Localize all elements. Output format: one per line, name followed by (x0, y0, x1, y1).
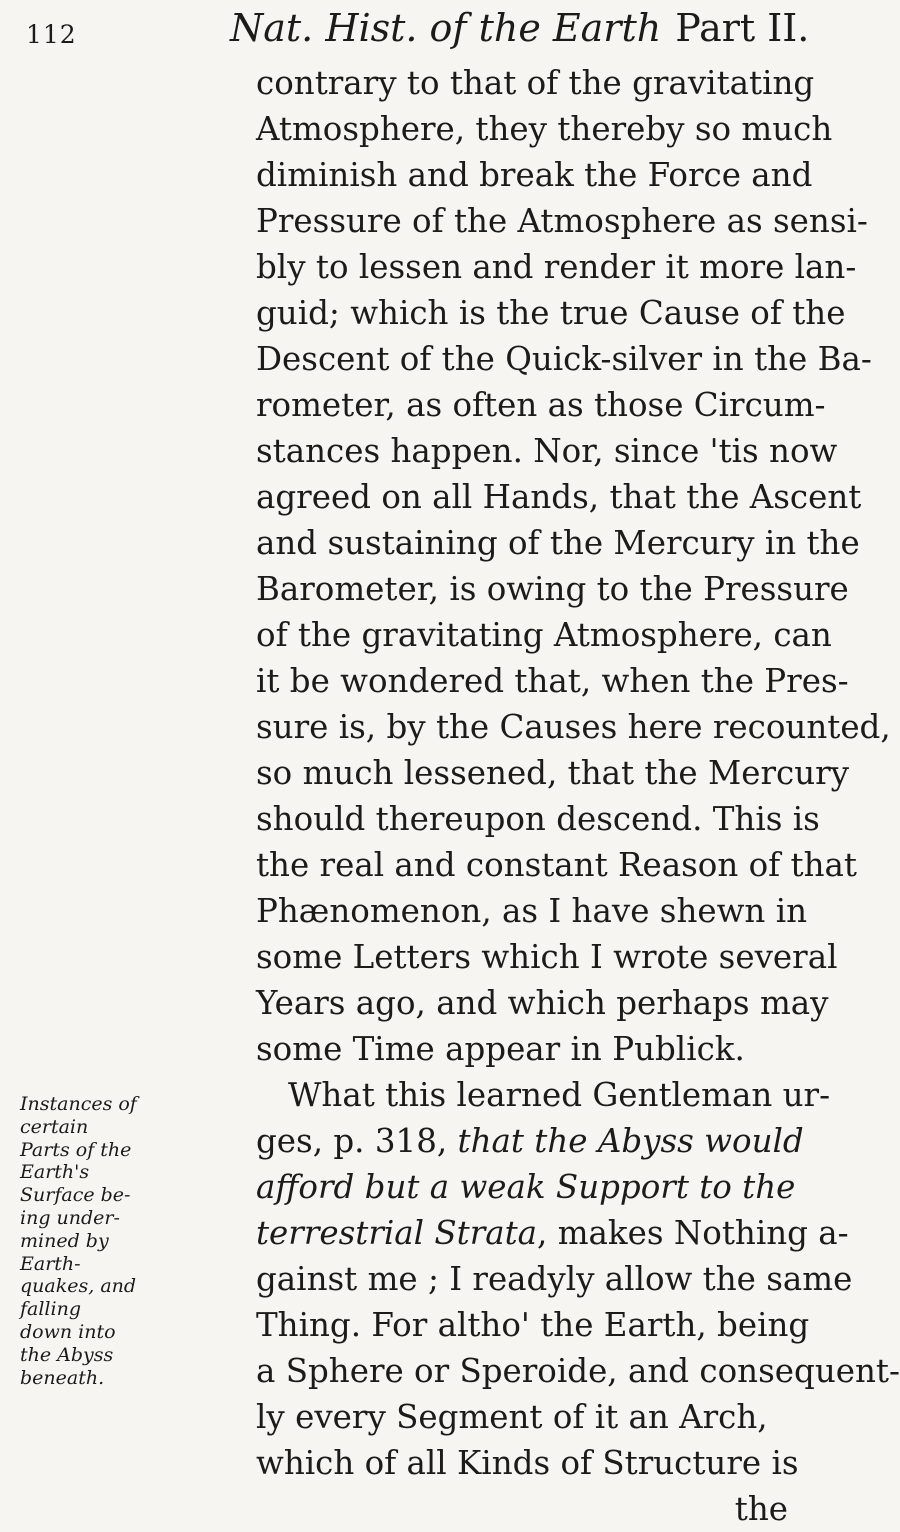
text-line: diminish and break the Force and (256, 156, 813, 194)
margin-note-segment: and (94, 1275, 137, 1298)
body-text (256, 60, 900, 1532)
text-line (256, 1072, 831, 1118)
text-line: agreed on all Hands, that the Ascent (256, 478, 862, 516)
running-head-part: Part II. (675, 6, 810, 50)
text-line: some Letters which I wrote several (256, 938, 838, 976)
running-head-title: Nat. Hist. of the Earth (230, 6, 662, 50)
margin-note-line: mined by (20, 1229, 109, 1252)
page-number: 112 (26, 20, 77, 49)
text-line: sure is, by the Causes here recounted, (256, 708, 891, 746)
text-line (256, 1118, 804, 1164)
text-line: gainst me ; I readyly allow the same (256, 1260, 853, 1298)
text-line: of the gravitating Atmosphere, can (256, 616, 832, 654)
text-line: Atmosphere, they thereby so much (256, 110, 833, 148)
text-segment: ges, p. 318, (256, 1122, 458, 1160)
margin-note-line: Earth- (20, 1252, 81, 1275)
text-line: a Sphere or Speroide, and consequent- (256, 1352, 900, 1390)
text-line: ly every Segment of it an Arch, (256, 1398, 768, 1436)
text-line: so much lessened, that the Mercury (256, 754, 850, 792)
text-line: Barometer, is owing to the Pressure (256, 570, 849, 608)
text-line: it be wondered that, when the Pres- (256, 662, 849, 700)
text-line: which of all Kinds of Structure is (256, 1444, 799, 1482)
paragraph-start: What this learned Gentleman ur- (288, 1076, 831, 1114)
italic-quotation: that the Abyss would (457, 1122, 804, 1160)
catchword: the (734, 1490, 788, 1528)
text-line: Descent of the Quick-silver in the Ba- (256, 340, 872, 378)
text-line: contrary to that of the gravitating (256, 64, 815, 102)
margin-note (20, 1093, 260, 1389)
text-line: afford but a weak Support to the (256, 1168, 796, 1206)
text-line: and sustaining of the Mercury in the (256, 524, 860, 562)
text-line: Pressure of the Atmosphere as sensi- (256, 202, 868, 240)
margin-note-line: Instances of (20, 1093, 137, 1115)
text-line: guid; which is the true Cause of the (256, 294, 846, 332)
margin-note-line: beneath. (20, 1366, 105, 1389)
text-line: rometer, as often as those Circum- (256, 386, 826, 424)
margin-note-line: down into (20, 1320, 116, 1343)
italic-quotation: terrestrial Strata (256, 1214, 538, 1252)
margin-note-line: Earth's (20, 1161, 90, 1184)
margin-note-line: Surface be- (20, 1184, 131, 1207)
text-line: Thing. For altho' the Earth, being (256, 1306, 810, 1344)
text-line: some Time appear in Publick. (256, 1030, 745, 1068)
margin-note-line (20, 1275, 260, 1298)
text-line: the real and constant Reason of that (256, 846, 857, 884)
running-head (230, 6, 810, 50)
margin-note-line: Parts of the (20, 1138, 132, 1161)
margin-note-segment: quakes, (20, 1275, 95, 1298)
text-line: bly to lessen and render it more lan- (256, 248, 857, 286)
text-line: should thereupon descend. This is (256, 800, 820, 838)
text-line: stances happen. Nor, since 'tis now (256, 432, 838, 470)
margin-note-line: falling (20, 1298, 81, 1321)
text-segment: , makes Nothing a- (537, 1214, 849, 1252)
margin-note-line: certain (20, 1115, 89, 1138)
margin-note-line: ing under- (20, 1206, 120, 1229)
text-line (256, 1210, 849, 1256)
margin-note-line: the Abyss (20, 1343, 114, 1366)
text-line: Phænomenon, as I have shewn in (256, 892, 808, 930)
text-line: Years ago, and which perhaps may (256, 984, 829, 1022)
